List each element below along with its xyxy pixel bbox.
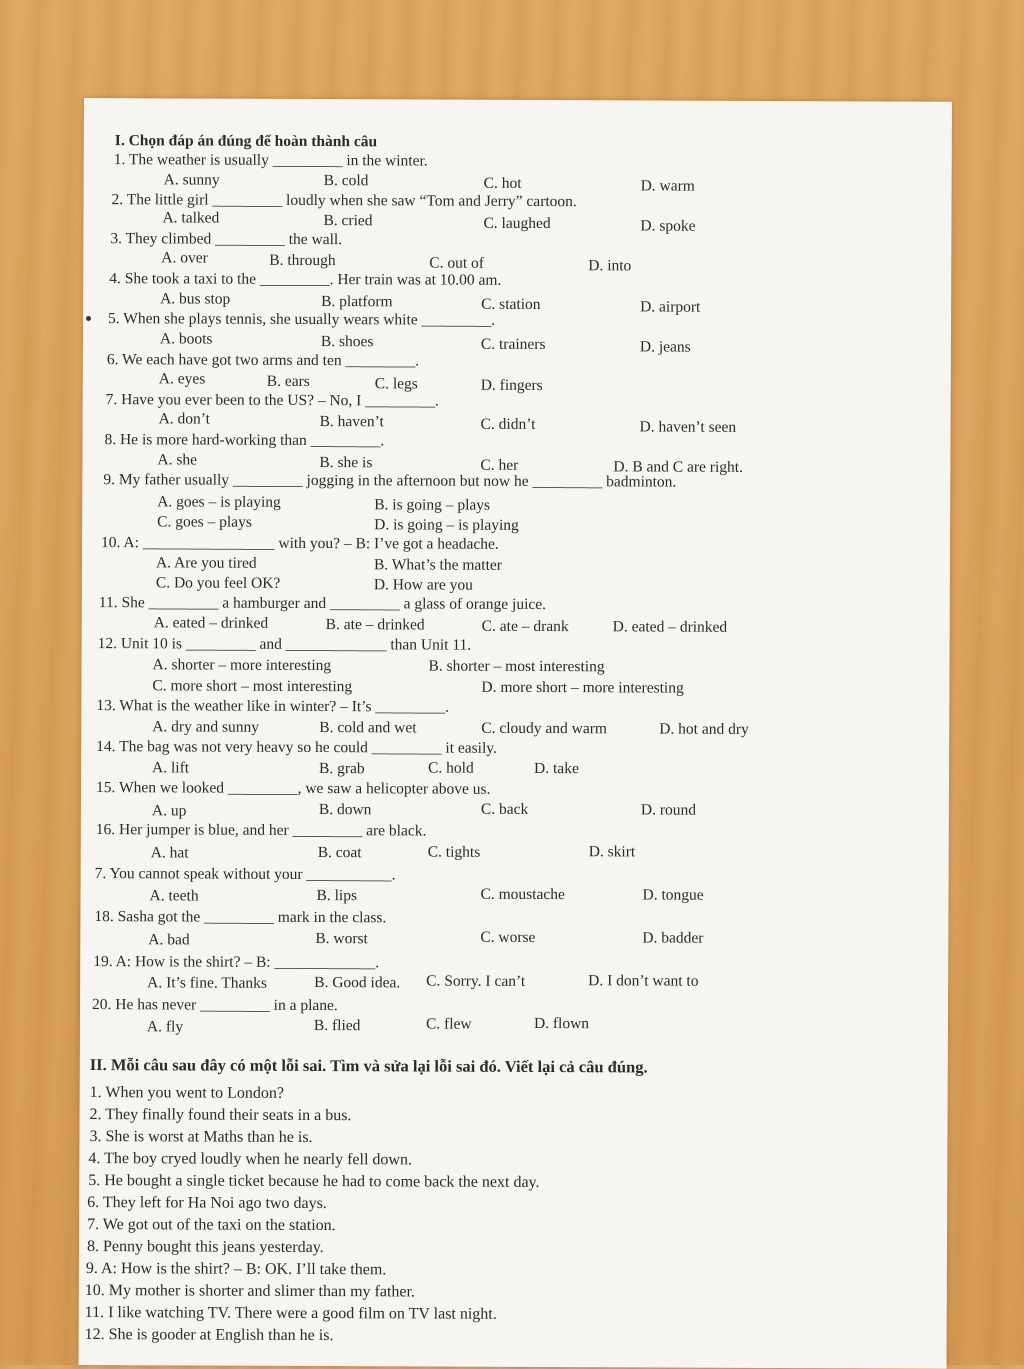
error-item-8: 8. Penny bought this jeans yesterday. [86, 1238, 324, 1257]
q16-option-b: B. coat [317, 844, 362, 862]
q7-option-b: B. haven’t [319, 413, 384, 431]
q15-option-b: B. down [318, 801, 372, 819]
q11-option-a: A. eated – drinked [153, 614, 269, 632]
q6-option-a: A. eyes [158, 370, 206, 388]
q7-option-c: C. didn’t [480, 415, 536, 433]
q19-option-a: A. It’s fine. Thanks [147, 974, 268, 992]
q19-option-d: D. I don’t want to [588, 972, 699, 990]
question-15: 15. When we looked _________, we saw a helicopter above us. [95, 779, 491, 798]
question-17: 7. You cannot speak without your ___________. [94, 865, 396, 884]
q19-option-c: C. Sorry. I can’t [426, 972, 526, 990]
q12-option-b: B. shorter – most interesting [428, 657, 605, 676]
error-item-2: 2. They finally found their seats in a bus. [89, 1106, 352, 1125]
q9-option-a: A. goes – is playing [157, 493, 281, 511]
q14-option-c: C. hold [428, 759, 474, 777]
q5-option-d: D. jeans [639, 338, 691, 356]
question-16: 16. Her jumper is blue, and her _________ are black. [95, 821, 427, 840]
q17-option-a: A. teeth [149, 887, 199, 905]
q3-option-a: A. over [161, 249, 208, 267]
q13-option-d: D. hot and dry [659, 720, 749, 738]
question-4: 4. She took a taxi to the _________. Her train was at 10.00 am. [109, 270, 502, 289]
q4-option-b: B. platform [321, 293, 393, 311]
q20-option-d: D. flown [533, 1014, 590, 1033]
q5-option-a: A. boots [159, 330, 213, 348]
q1-option-b: B. cold [323, 172, 369, 190]
question-20: 20. He has never _________ in a plane. [92, 996, 338, 1015]
section-2-title: II. Mỗi câu sau đây có một lỗi sai. Tìm và sửa lại lỗi sai đó. Viết lại cả câu đúng. [89, 1055, 648, 1077]
q3-option-b: B. through [269, 251, 336, 270]
q11-option-d: D. eated – drinked [612, 618, 728, 636]
question-9: 9. My father usually _________ jogging in the afternoon but now he _________ badminton. [103, 471, 677, 491]
q10-option-a: A. Are you tired [155, 554, 257, 572]
q7-option-a: A. don’t [158, 410, 211, 428]
error-item-9: 9. A: How is the shirt? – B: OK. I’ll take them. [85, 1260, 387, 1279]
q16-option-d: D. skirt [588, 843, 636, 861]
q9-option-d: D. is going – is playing [374, 516, 519, 534]
q8-option-c: C. her [480, 456, 519, 474]
q18-option-d: D. badder [642, 929, 704, 947]
question-7: 7. Have you ever been to the US? – No, I _________. [105, 391, 439, 410]
q5-option-c: C. trainers [480, 335, 546, 354]
q20-option-b: B. flied [313, 1017, 361, 1035]
question-12: 12. Unit 10 is _________ and _____________ than Unit 11. [97, 635, 472, 654]
q3-option-c: C. out of [429, 254, 485, 272]
q2-option-b: B. cried [323, 212, 373, 230]
error-item-6: 6. They left for Ha Noi ago two days. [87, 1194, 327, 1213]
q16-option-a: A. hat [150, 844, 189, 862]
q18-option-c: C. worse [480, 928, 536, 946]
q2-option-a: A. talked [162, 209, 220, 227]
q13-option-b: B. cold and wet [319, 719, 417, 737]
bullet-mark [86, 316, 91, 321]
q5-option-b: B. shoes [320, 333, 374, 351]
question-5: 5. When she plays tennis, she usually wears white _________. [108, 310, 496, 329]
q10-option-b: B. What’s the matter [373, 556, 503, 574]
question-6: 6. We each have got two arms and ten _________. [106, 351, 420, 370]
q3-option-d: D. into [588, 257, 632, 275]
q20-option-a: A. fly [146, 1018, 184, 1036]
q8-option-b: B. she is [319, 454, 373, 472]
q12-option-a: A. shorter – more interesting [152, 656, 332, 675]
q6-option-c: C. legs [374, 375, 418, 393]
q11-option-b: B. ate – drinked [325, 616, 425, 634]
q15-option-d: D. round [640, 801, 697, 819]
q2-option-c: C. laughed [483, 214, 551, 233]
q10-option-c: C. Do you feel OK? [155, 574, 281, 592]
q11-option-c: C. ate – drank [481, 617, 569, 636]
error-item-7: 7. We got out of the taxi on the station. [87, 1216, 336, 1235]
error-item-1: 1. When you went to London? [89, 1084, 285, 1102]
q4-option-a: A. bus stop [160, 290, 231, 308]
q20-option-c: C. flew [425, 1015, 472, 1033]
q4-option-c: C. station [481, 295, 541, 313]
q12-option-d: D. more short – more interesting [481, 678, 684, 697]
q10-option-d: D. How are you [373, 576, 473, 594]
q6-option-b: B. ears [266, 372, 310, 390]
question-19: 19. A: How is the shirt? – B: _____________. [93, 953, 380, 972]
q13-option-c: C. cloudy and warm [481, 719, 607, 738]
q7-option-d: D. haven’t seen [639, 418, 737, 436]
question-2: 2. The little girl _________ loudly when she saw “Tom and Jerry” cartoon. [111, 191, 577, 211]
q4-option-d: D. airport [640, 298, 701, 316]
q18-option-b: B. worst [315, 930, 368, 948]
error-item-3: 3. She is worst at Maths than he is. [89, 1128, 313, 1147]
q12-option-c: C. more short – most interesting [152, 677, 353, 696]
question-1: 1. The weather is usually _________ in the winter. [113, 151, 428, 170]
section-1-title: I. Chọn đáp án đúng để hoàn thành câu [114, 132, 378, 151]
q14-option-d: D. take [534, 759, 579, 778]
error-item-12: 12. She is gooder at English than he is. [84, 1326, 334, 1345]
q19-option-b: B. Good idea. [314, 974, 401, 992]
q16-option-c: C. tights [427, 843, 481, 861]
question-13: 13. What is the weather like in winter? – It’s _________. [96, 697, 450, 716]
question-14: 14. The bag was not very heavy so he could _________ it easily. [96, 738, 497, 757]
q1-option-c: C. hot [483, 174, 522, 192]
q8-option-d: D. B and C are right. [613, 458, 744, 476]
q13-option-a: A. dry and sunny [152, 718, 260, 736]
q1-option-a: A. sunny [163, 171, 220, 189]
q18-option-a: A. bad [148, 931, 190, 949]
error-item-10: 10. My mother is shorter and slimer than my father. [84, 1282, 415, 1301]
q17-option-b: B. lips [316, 887, 358, 905]
question-3: 3. They climbed _________ the wall. [110, 230, 343, 249]
q15-option-a: A. up [151, 802, 187, 820]
q17-option-d: D. tongue [642, 886, 704, 904]
error-item-11: 11. I like watching TV. There were a good film on TV last night. [84, 1304, 497, 1323]
question-11: 11. She _________ a hamburger and _________ a glass of orange juice. [98, 594, 547, 614]
question-10: 10. A: _________________ with you? – B: I’ve got a headache. [101, 534, 499, 553]
worksheet-page [78, 98, 952, 1369]
q9-option-c: C. goes – plays [157, 513, 252, 531]
error-item-4: 4. The boy cryed loudly when he nearly fell down. [88, 1150, 413, 1169]
q14-option-b: B. grab [319, 760, 365, 778]
question-18: 18. Sasha got the _________ mark in the class. [94, 908, 387, 927]
q17-option-c: C. moustache [480, 885, 565, 904]
error-item-5: 5. He bought a single ticket because he had to come back the next day. [88, 1172, 540, 1191]
q2-option-d: D. spoke [640, 217, 696, 235]
q15-option-c: C. back [480, 800, 529, 818]
q14-option-a: A. lift [152, 759, 190, 777]
q8-option-a: A. she [157, 451, 198, 469]
q9-option-b: B. is going – plays [374, 496, 491, 514]
q6-option-d: D. fingers [480, 376, 543, 395]
q1-option-d: D. warm [640, 177, 695, 195]
question-8: 8. He is more hard-working than _________. [104, 431, 385, 450]
